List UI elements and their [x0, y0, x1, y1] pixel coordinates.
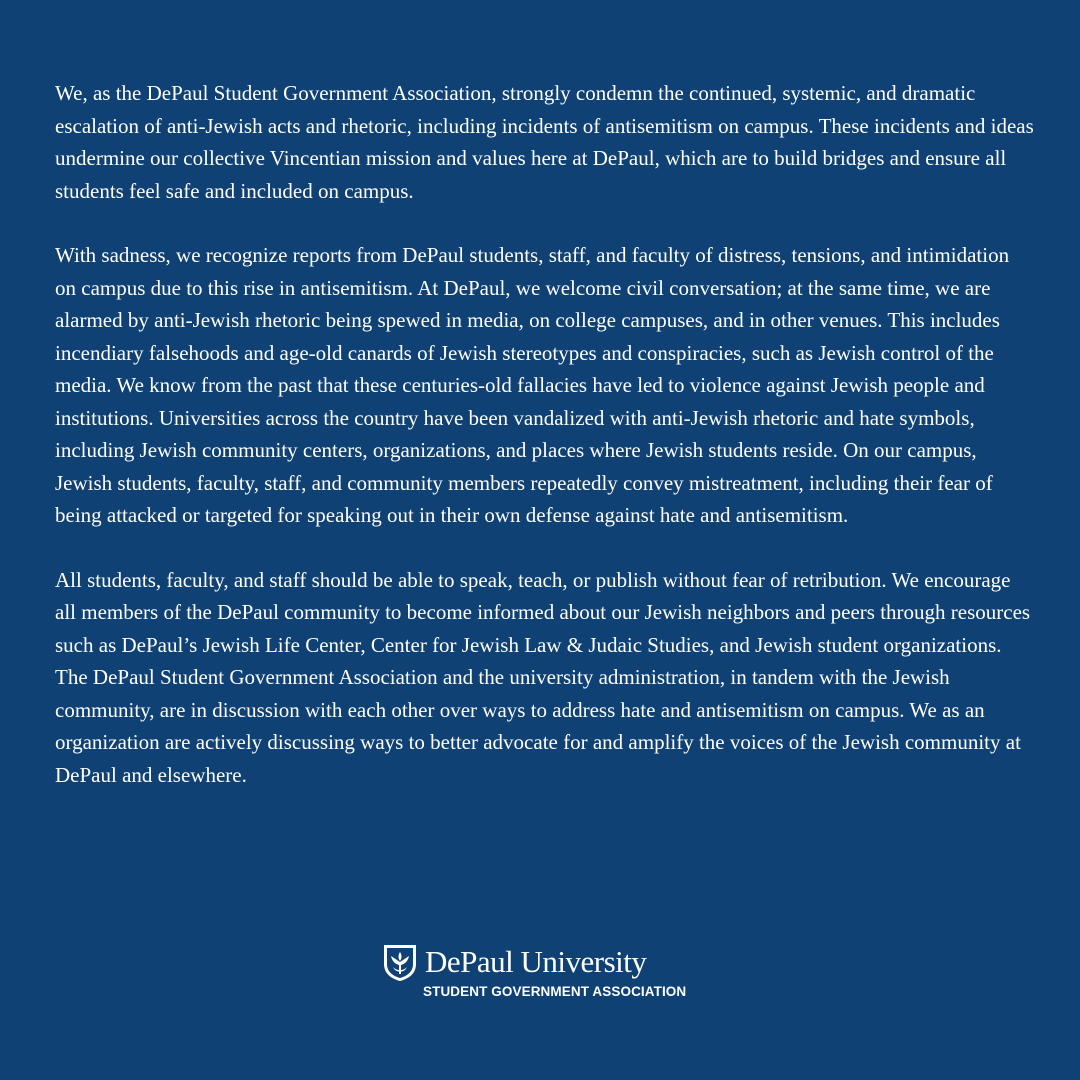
depaul-shield-icon: [383, 944, 417, 982]
paragraph-campus-reports: With sadness, we recognize reports from DePaul students, staff, and faculty of distress, tensions, and intimidation on campus due to this rise in antisemitism. At DePaul, we welcome civil conversation; at the same time, we are alarmed by anti-Jewish rhetoric being spewed in media, on college campuses, and in other venues. This includes incendiary falsehoods and age-old canards of Jewish stereotypes and conspiracies, such as Jewish control of the media. We know from the past that these centuries-old fallacies have led to violence against Jewish people and institutions. Universities across the country have been vandalized with anti-Jewish rhetoric and hate symbols, including Jewish community centers, organizations, and places where Jewish students reside. On our campus, Jewish students, faculty, staff, and community members repeatedly convey mistreatment, including their fear of being attacked or targeted for speaking out in their own defense against hate and antisemitism.: [55, 243, 1010, 527]
statement-body: [55, 77, 1035, 791]
paragraph-call-to-action: All students, faculty, and staff should be able to speak, teach, or publish without fear of retribution. We encourage all members of the DePaul community to become informed about our Jewish neighbors and peers through resources such as DePaul’s Jewish Life Center, Center for Jewish Law & Judaic Studies, and Jewish student organizations. The DePaul Student Government Association and the university administration, in tandem with the Jewish community, are in discussion with each other over ways to address hate and antisemitism on campus. We as an organization are actively discussing ways to better advocate for and amplify the voices of the Jewish community at DePaul and elsewhere.: [55, 567, 1031, 787]
university-wordmark: DePaul University: [425, 944, 647, 979]
sga-subline: STUDENT GOVERNMENT ASSOCIATION: [423, 984, 687, 999]
depaul-sga-logo: [383, 944, 703, 1004]
paragraph-condemnation: We, as the DePaul Student Government Association, strongly condemn the continued, systemic, and dramatic escalation of anti-Jewish acts and rhetoric, including incidents of antisemitism on campus. These incidents and ideas undermine our collective Vincentian mission and values here at DePaul, which are to build bridges and ensure all students feel safe and included on campus.: [55, 81, 1034, 203]
